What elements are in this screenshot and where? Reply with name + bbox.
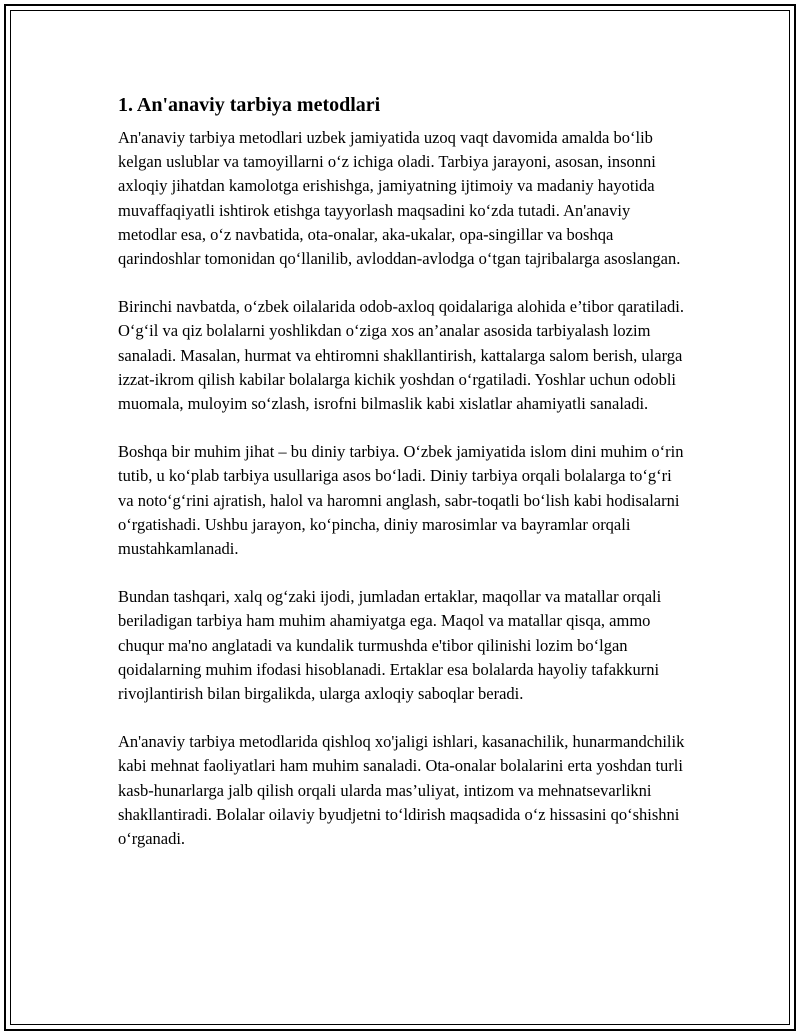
paragraph-4: Bundan tashqari, xalq og‘zaki ijodi, jumladan ertaklar, maqollar va matallar orqali beriladigan tarbiya ham muhim ahamiyatga ega. Maqol va matallar qisqa, ammo chuqur ma'no anglatadi va kundalik turmushda e'tibor qilinishi lozim bo‘lgan qoidalarning muhim ifodasi hisoblanadi. Ertaklar esa bolalarda hayoliy tafakkurni rivojlantirish bilan birgalikda, ularga axloqiy saboqlar beradi. bbox=[118, 587, 662, 704]
paragraph-1: An'anaviy tarbiya metodlari uzbek jamiyatida uzoq vaqt davomida amalda bo‘lib kelgan uslublar va tamoyillarni o‘z ichiga oladi. Tarbiya jarayoni, asosan, insonni axloqiy jihatdan kamolotga erishishga, jamiyatning ijtimoiy va madaniy hayotida muvaffaqiyatli ishtirok etishga tayyorlash maqsadini ko‘zda tutadi. An'anaviy metodlar esa, o‘z navbatida, ota-onalar, aka-ukalar, opa-singillar va boshqa qarindoshlar tomonidan qo‘llanilib, avloddan-avlodga o‘tgan tajribalarga asoslangan. bbox=[118, 128, 681, 269]
paragraph-3: Boshqa bir muhim jihat – bu diniy tarbiya. O‘zbek jamiyatida islom dini muhim o‘rin tutib, u ko‘plab tarbiya usullariga asos bo‘ladi. Diniy tarbiya orqali bolalarga to‘g‘ri va noto‘g‘rini ajratish, halol va haromni anglash, sabr-toqatli bo‘lish kabi hodisalarni o‘rgatishadi. Ushbu jarayon, ko‘pincha, diniy marosimlar va bayramlar orqali mustahkamlanadi. bbox=[118, 442, 684, 559]
paragraph-2: Birinchi navbatda, o‘zbek oilalarida odob-axloq qoidalariga alohida e’tibor qaratiladi. O‘g‘il va qiz bolalarni yoshlikdan o‘ziga xos an’analar asosida tarbiyalash lozim sanaladi. Masalan, hurmat va ehtiromni shakllantirish, kattalarga salom berish, ularga izzat-ikrom qilish kabilar bolalarga kichik yoshdan o‘rgatiladi. Yoshlar uchun odobli muomala, muloyim so‘zlash, isrofni bilmaslik kabi xislatlar ahamiyatli sanaladi. bbox=[118, 297, 684, 414]
document-body bbox=[118, 92, 688, 875]
section-heading: 1. An'anaviy tarbiya metodlari bbox=[118, 94, 381, 116]
paragraph-5: An'anaviy tarbiya metodlarida qishloq xo'jaligi ishlari, kasanachilik, hunarmandchilik kabi mehnat faoliyatlari ham muhim sanaladi. Ota-onalar bolalarini erta yoshdan turli kasb-hunarlarga jalb qilish orqali ularda mas’uliyat, intizom va mehnatsevarlikni shakllantiradi. Bolalar oilaviy byudjetni to‘ldirish maqsadida o‘z hissasini qo‘shishni o‘rganadi. bbox=[118, 732, 685, 849]
